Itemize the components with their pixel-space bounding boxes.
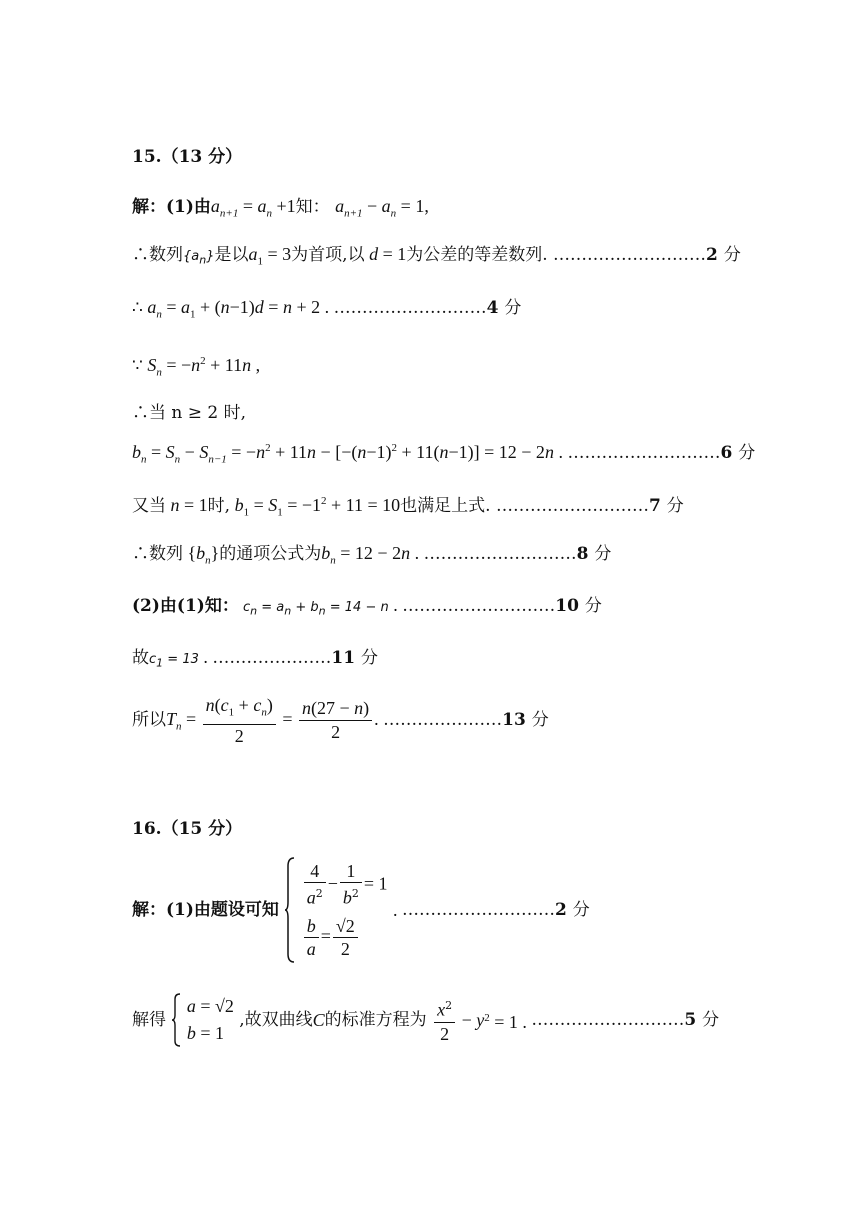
score-4: 4 分 xyxy=(486,298,522,318)
fraction-1: $\frac{n(c_1 + c_n)}{2}$ xyxy=(203,694,276,747)
q15-line-1: 解：(1)由$a_{n+1} = a_n +1$知： $a_{n+1} - a_n = 1$, xyxy=(132,196,429,220)
q15-line-7: 又当 n = 1时, $b_1 = S_1 = -1^2 + 11 = 10$也满足上式. ………………………7 分 xyxy=(132,495,684,519)
q15-line-4: ∵ $S_n = -n^2 + 11n$ , xyxy=(132,355,261,379)
system-equations-1: $\frac{4}{a^2}$ − $\frac{1}{b^2}$ = 1 $\frac{b}{a}$ = $\frac{√2}{2}$ xyxy=(302,860,388,961)
score-6: 6 分 xyxy=(720,443,756,463)
fraction-2: $\frac{n(27 - n)}{2}$ xyxy=(299,697,372,743)
left-brace-icon xyxy=(171,992,181,1048)
q15-line-9: (2)由(1)知： $c_n = a_n + b_n = 14 - n$ . ………………………10 分 xyxy=(132,595,602,618)
left-brace-icon xyxy=(284,856,296,964)
score-10: 10 分 xyxy=(555,596,602,616)
score-11: 11 分 xyxy=(331,648,378,668)
q15-line-10: 故$c_1 = 13$ . …………………11 分 xyxy=(132,647,378,670)
q16-line-1: 解：(1)由题设可知 $\frac{4}{a^2}$ − $\frac{1}{b^2}$ = 1 $\frac{b}{a}$ = $\frac{√2}{2}$ . ………………………2 分 xyxy=(132,856,590,964)
q15-line-11: 所以$T_n$ = $\frac{n(c_1 + c_n)}{2}$ = $\frac{n(27 - n)}{2}$ . …………………13 分 xyxy=(132,695,549,746)
q15-line-5: ∴当 n ≥ 2 时, xyxy=(132,403,247,423)
q15-line-6: $b_n = S_n - S_{n-1} = -n^2 + 11n - [-(n-1)^2 + 11(n-1)] = 12 - 2n$ . ………………………6 分 xyxy=(132,442,756,466)
q15-line-3: ∴ $a_n = a_1 + (n-1)d = n + 2$ . ………………………4 分 xyxy=(132,297,522,321)
q16-line-2: 解得 a = √2 b = 1 ,故双曲线C的标准方程为 $\frac{x^2}{2}$ − $y^2 = 1$ . ………………………5 分 xyxy=(132,992,719,1048)
score-8: 8 分 xyxy=(576,544,612,564)
score-16-5: 5 分 xyxy=(684,1010,720,1030)
q15-line-2: ∴数列$\{a_n\}$是以$a_1 = 3$为首项,以 d = 1为公差的等差数列. ………………………2 分 xyxy=(132,244,741,268)
system-solution: a = √2 b = 1 xyxy=(186,996,234,1043)
q15-header: 15.（13 分） xyxy=(132,147,243,167)
q15-line-8: ∴数列 $\{b_n\}$的通项公式为$b_n = 12 - 2n$ . ………………………8 分 xyxy=(132,543,612,567)
score-7: 7 分 xyxy=(648,496,684,516)
q16-header: 16.（15 分） xyxy=(132,819,243,839)
score-2: 2 分 xyxy=(706,245,741,265)
fraction-3: $\frac{x^2}{2}$ xyxy=(434,995,455,1045)
score-13: 13 分 xyxy=(502,709,549,730)
score-16-2: 2 分 xyxy=(554,900,590,920)
